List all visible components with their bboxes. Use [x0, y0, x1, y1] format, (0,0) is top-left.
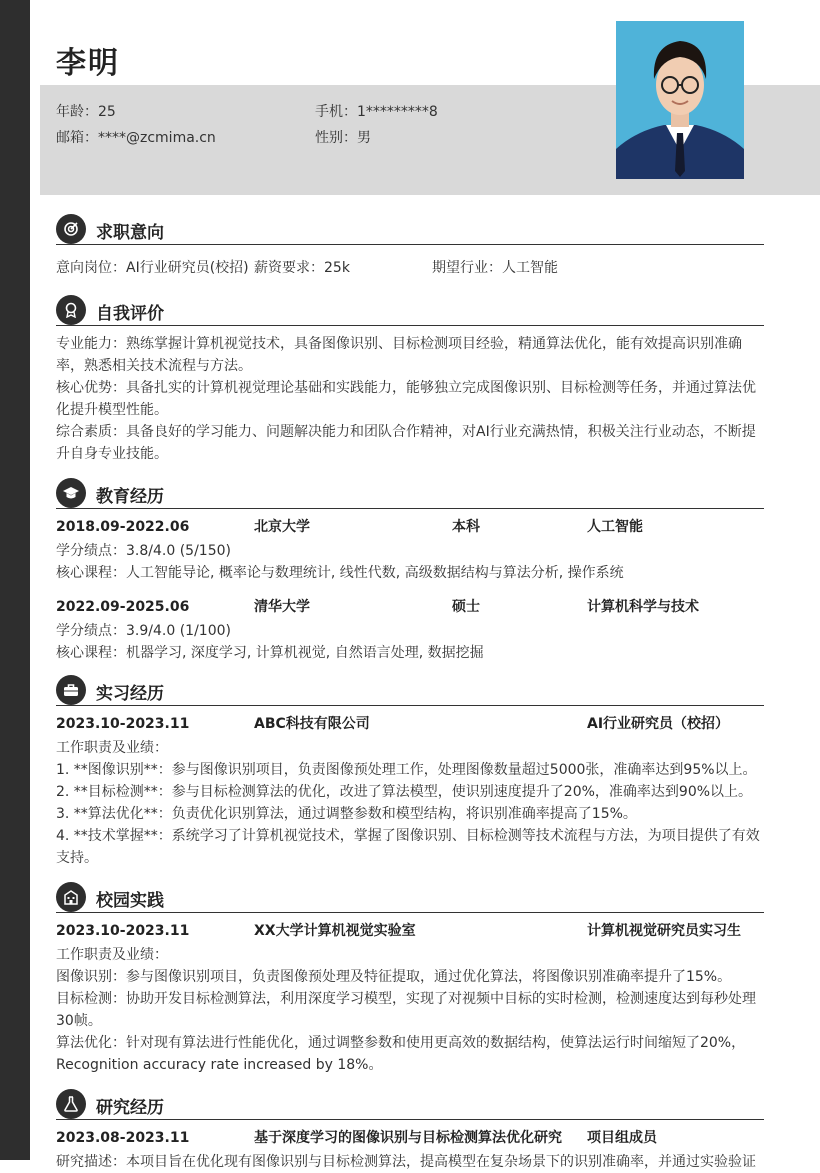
campus-line: 目标检测：协助开发目标检测算法，利用深度学习模型，实现了对视频中目标的实时检测，检测速度达到每秒处理30帧。	[56, 991, 756, 1029]
edu-date: 2018.09-2022.06	[56, 519, 190, 535]
internship-intro: 工作职责及业绩：	[56, 740, 168, 756]
education-item-header	[56, 516, 764, 538]
edu-gpa: 学分绩点：3.8/4.0 (5/150)	[56, 543, 231, 559]
campus-role: 计算机视觉研究员实习生	[587, 923, 741, 939]
research-date: 2023.08-2023.11	[56, 1130, 190, 1146]
internship-company: ABC科技有限公司	[254, 716, 370, 732]
section-title: 实习经历	[96, 684, 164, 704]
section-job-intent	[56, 214, 764, 279]
section-title: 校园实践	[96, 891, 164, 911]
campus-date: 2023.10-2023.11	[56, 923, 190, 939]
intent-industry: 期望行业：人工智能	[432, 260, 558, 276]
left-sidebar-bar	[0, 0, 30, 1160]
phone-info: 手机：1*********8	[315, 104, 438, 120]
edu-date: 2022.09-2025.06	[56, 599, 190, 615]
badge-icon	[56, 295, 86, 325]
self-eval-line: 核心优势：具备扎实的计算机视觉理论基础和实践能力，能够独立完成图像识别、目标检测等任务，并通过算法优化提升模型性能。	[56, 380, 756, 418]
campus-header	[56, 920, 764, 942]
section-title: 求职意向	[96, 223, 164, 243]
intent-salary: 薪资要求：25k	[254, 260, 350, 276]
gender-info: 性别：男	[315, 130, 371, 146]
profile-photo	[616, 21, 744, 179]
campus-org: XX大学计算机视觉实验室	[254, 923, 416, 939]
section-title: 教育经历	[96, 487, 164, 507]
email-info: 邮箱：****@zcmima.cn	[56, 130, 216, 146]
internship-line: 1. **图像识别**：参与图像识别项目，负责图像预处理工作，处理图像数量超过5000张，准确率达到95%以上。	[56, 762, 757, 778]
internship-header	[56, 713, 764, 735]
edu-school: 北京大学	[254, 519, 310, 535]
edu-gpa: 学分绩点：3.9/4.0 (1/100)	[56, 623, 231, 639]
section-title: 自我评价	[96, 304, 164, 324]
campus-line: 图像识别：参与图像识别项目，负责图像预处理及特征提取，通过优化算法，将图像识别准确率提升了15%。	[56, 969, 732, 985]
education-item-header	[56, 596, 764, 618]
research-desc: 研究描述：本项目旨在优化现有图像识别与目标检测算法，提高模型在复杂场景下的识别准确率，并通过实验验证	[56, 1154, 756, 1170]
target-icon	[56, 214, 86, 244]
campus-line: 算法优化：针对现有算法进行性能优化，通过调整参数和使用更高效的数据结构，使算法运行时间缩短了20%， Recognition accuracy rate increased by 18%。	[56, 1035, 746, 1073]
edu-courses: 核心课程：人工智能导论, 概率论与数理统计, 线性代数, 高级数据结构与算法分析, 操作系统	[56, 565, 624, 581]
edu-major: 计算机科学与技术	[587, 599, 699, 615]
edu-degree: 硕士	[452, 599, 480, 615]
intent-position: 意向岗位：AI行业研究员(校招)	[56, 260, 249, 276]
research-header	[56, 1127, 764, 1149]
section-research	[56, 1089, 764, 1173]
self-eval-line: 专业能力：熟练掌握计算机视觉技术，具备图像识别、目标检测项目经验，精通算法优化，能有效提高识别准确率，熟悉相关技术流程与方法。	[56, 336, 742, 374]
building-icon	[56, 882, 86, 912]
candidate-name: 李明	[56, 46, 120, 81]
section-campus-practice	[56, 882, 764, 1076]
edu-courses: 核心课程：机器学习, 深度学习, 计算机视觉, 自然语言处理, 数据挖掘	[56, 645, 484, 661]
research-project: 基于深度学习的图像识别与目标检测算法优化研究	[254, 1130, 562, 1146]
edu-major: 人工智能	[587, 519, 643, 535]
internship-line: 2. **目标检测**：参与目标检测算法的优化，改进了算法模型，使识别速度提升了20%，准确率达到90%以上。	[56, 784, 753, 800]
self-eval-line: 综合素质：具备良好的学习能力、问题解决能力和团队合作精神，对AI行业充满热情，积极关注行业动态，不断提升自身专业技能。	[56, 424, 756, 462]
internship-line: 4. **技术掌握**：系统学习了计算机视觉技术，掌握了图像识别、目标检测等技术流程与方法，为项目提供了有效支持。	[56, 828, 760, 866]
briefcase-icon	[56, 675, 86, 705]
section-self-evaluation	[56, 295, 764, 465]
research-role: 项目组成员	[587, 1130, 657, 1146]
internship-date: 2023.10-2023.11	[56, 716, 190, 732]
internship-role: AI行业研究员（校招）	[587, 716, 730, 732]
edu-degree: 本科	[452, 519, 480, 535]
flask-icon	[56, 1089, 86, 1119]
internship-line: 3. **算法优化**：负责优化识别算法，通过调整参数和模型结构，将识别准确率提高了15%。	[56, 806, 637, 822]
campus-intro: 工作职责及业绩：	[56, 947, 168, 963]
graduation-cap-icon	[56, 478, 86, 508]
edu-school: 清华大学	[254, 599, 310, 615]
section-title: 研究经历	[96, 1098, 164, 1118]
age-info: 年龄：25	[56, 104, 116, 120]
section-education	[56, 478, 764, 664]
section-internship	[56, 675, 764, 869]
